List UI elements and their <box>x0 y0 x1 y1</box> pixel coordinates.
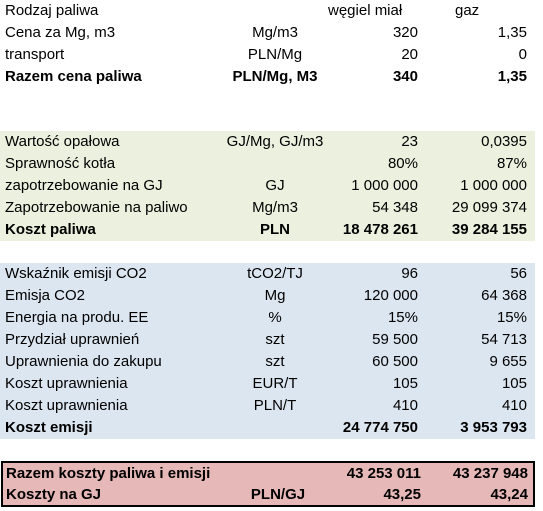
row-unit: Mg/m3 <box>252 199 298 216</box>
total-row <box>0 417 535 439</box>
row-unit: szt <box>265 331 285 348</box>
table-row <box>0 307 535 329</box>
coal-value: 1 000 000 <box>351 177 418 194</box>
row-unit: PLN <box>260 221 290 238</box>
row-label: Koszt paliwa <box>5 221 96 238</box>
row-unit: GJ <box>265 177 285 194</box>
coal-value: 24 774 750 <box>342 419 418 436</box>
gas-value: 0 <box>518 46 527 63</box>
row-unit: PLN/T <box>253 397 297 414</box>
coal-value: 20 <box>401 46 418 63</box>
table-row <box>0 373 535 395</box>
table-row <box>0 263 535 285</box>
row-unit: PLN/Mg, M3 <box>232 68 318 85</box>
table-row <box>0 131 535 153</box>
coal-value: 320 <box>392 24 418 41</box>
coal-value: 120 000 <box>363 287 418 304</box>
row-unit: PLN/Mg <box>247 46 303 63</box>
row-unit: Mg <box>264 287 286 304</box>
coal-value: 43,25 <box>383 486 421 503</box>
gas-value: 105 <box>501 375 527 392</box>
header-gas: gaz <box>455 2 480 19</box>
table-row <box>0 329 535 351</box>
header-row <box>0 0 535 22</box>
coal-value: 410 <box>392 397 418 414</box>
gas-value: 1,35 <box>497 68 527 85</box>
table-row <box>0 44 535 66</box>
row-unit: % <box>268 309 282 326</box>
row-label: Wartość opałowa <box>5 133 120 150</box>
row-label: Energia na produ. EE <box>5 309 149 326</box>
gas-value: 87% <box>496 155 527 172</box>
row-label: transport <box>5 46 65 63</box>
row-label: Emisja CO2 <box>5 287 86 304</box>
coal-value: 43 253 011 <box>346 465 421 482</box>
table-row <box>0 22 535 44</box>
gas-value: 64 368 <box>481 287 527 304</box>
gas-value: 15% <box>496 309 527 326</box>
header-coal: węgiel miał <box>328 2 403 19</box>
header-fuel-type: Rodzaj paliwa <box>5 2 99 19</box>
gas-value: 39 284 155 <box>451 221 527 238</box>
coal-value: 59 500 <box>372 331 418 348</box>
gas-value: 1,35 <box>497 24 527 41</box>
table-row <box>0 351 535 373</box>
row-label: Sprawność kotła <box>5 155 116 172</box>
coal-value: 96 <box>401 265 418 282</box>
summary-row <box>3 463 533 484</box>
row-label: Zapotrzebowanie na paliwo <box>5 199 188 216</box>
row-label: Razem koszty paliwa i emisji <box>6 465 211 482</box>
row-label: zapotrzebowanie na GJ <box>5 177 163 194</box>
total-row <box>0 66 535 88</box>
gas-value: 410 <box>501 397 527 414</box>
gas-value: 43,24 <box>490 486 528 503</box>
row-label: Wskaźnik emisji CO2 <box>5 265 147 282</box>
row-label: Koszty na GJ <box>6 486 102 503</box>
row-label: Koszt uprawnienia <box>5 397 128 414</box>
gas-value: 1 000 000 <box>460 177 527 194</box>
price-section <box>0 22 535 88</box>
gas-value: 43 237 948 <box>452 465 528 482</box>
gas-value: 54 713 <box>481 331 527 348</box>
row-unit: GJ/Mg, GJ/m3 <box>226 133 324 150</box>
table-row <box>0 153 535 175</box>
row-label: Przydział uprawnień <box>5 331 140 348</box>
gas-value: 29 099 374 <box>451 199 527 216</box>
row-unit: szt <box>265 353 285 370</box>
gas-value: 0,0395 <box>481 133 527 150</box>
fuel-cost-section <box>0 131 535 241</box>
row-unit: EUR/T <box>252 375 298 392</box>
total-row <box>0 219 535 241</box>
coal-value: 80% <box>387 155 418 172</box>
row-unit: PLN/GJ <box>250 486 306 503</box>
coal-value: 18 478 261 <box>342 221 418 238</box>
gas-value: 56 <box>510 265 527 282</box>
coal-value: 60 500 <box>372 353 418 370</box>
table-row <box>0 175 535 197</box>
gas-value: 3 953 793 <box>460 419 527 436</box>
header-section <box>0 0 535 22</box>
row-unit: tCO2/TJ <box>247 265 303 282</box>
row-label: Cena za Mg, m3 <box>5 24 116 41</box>
table-row <box>0 197 535 219</box>
table-row <box>0 285 535 307</box>
coal-value: 54 348 <box>372 199 418 216</box>
coal-value: 15% <box>387 309 418 326</box>
row-label: Koszt emisji <box>5 419 93 436</box>
emission-section <box>0 263 535 439</box>
coal-value: 340 <box>392 68 418 85</box>
table-row <box>0 395 535 417</box>
coal-value: 23 <box>401 133 418 150</box>
row-label: Razem cena paliwa <box>5 68 142 85</box>
summary-row <box>3 484 533 505</box>
coal-value: 105 <box>392 375 418 392</box>
row-unit: Mg/m3 <box>252 24 298 41</box>
row-label: Koszt uprawnienia <box>5 375 128 392</box>
gas-value: 9 655 <box>489 353 527 370</box>
summary-section <box>1 461 535 507</box>
row-label: Uprawnienia do zakupu <box>5 353 162 370</box>
